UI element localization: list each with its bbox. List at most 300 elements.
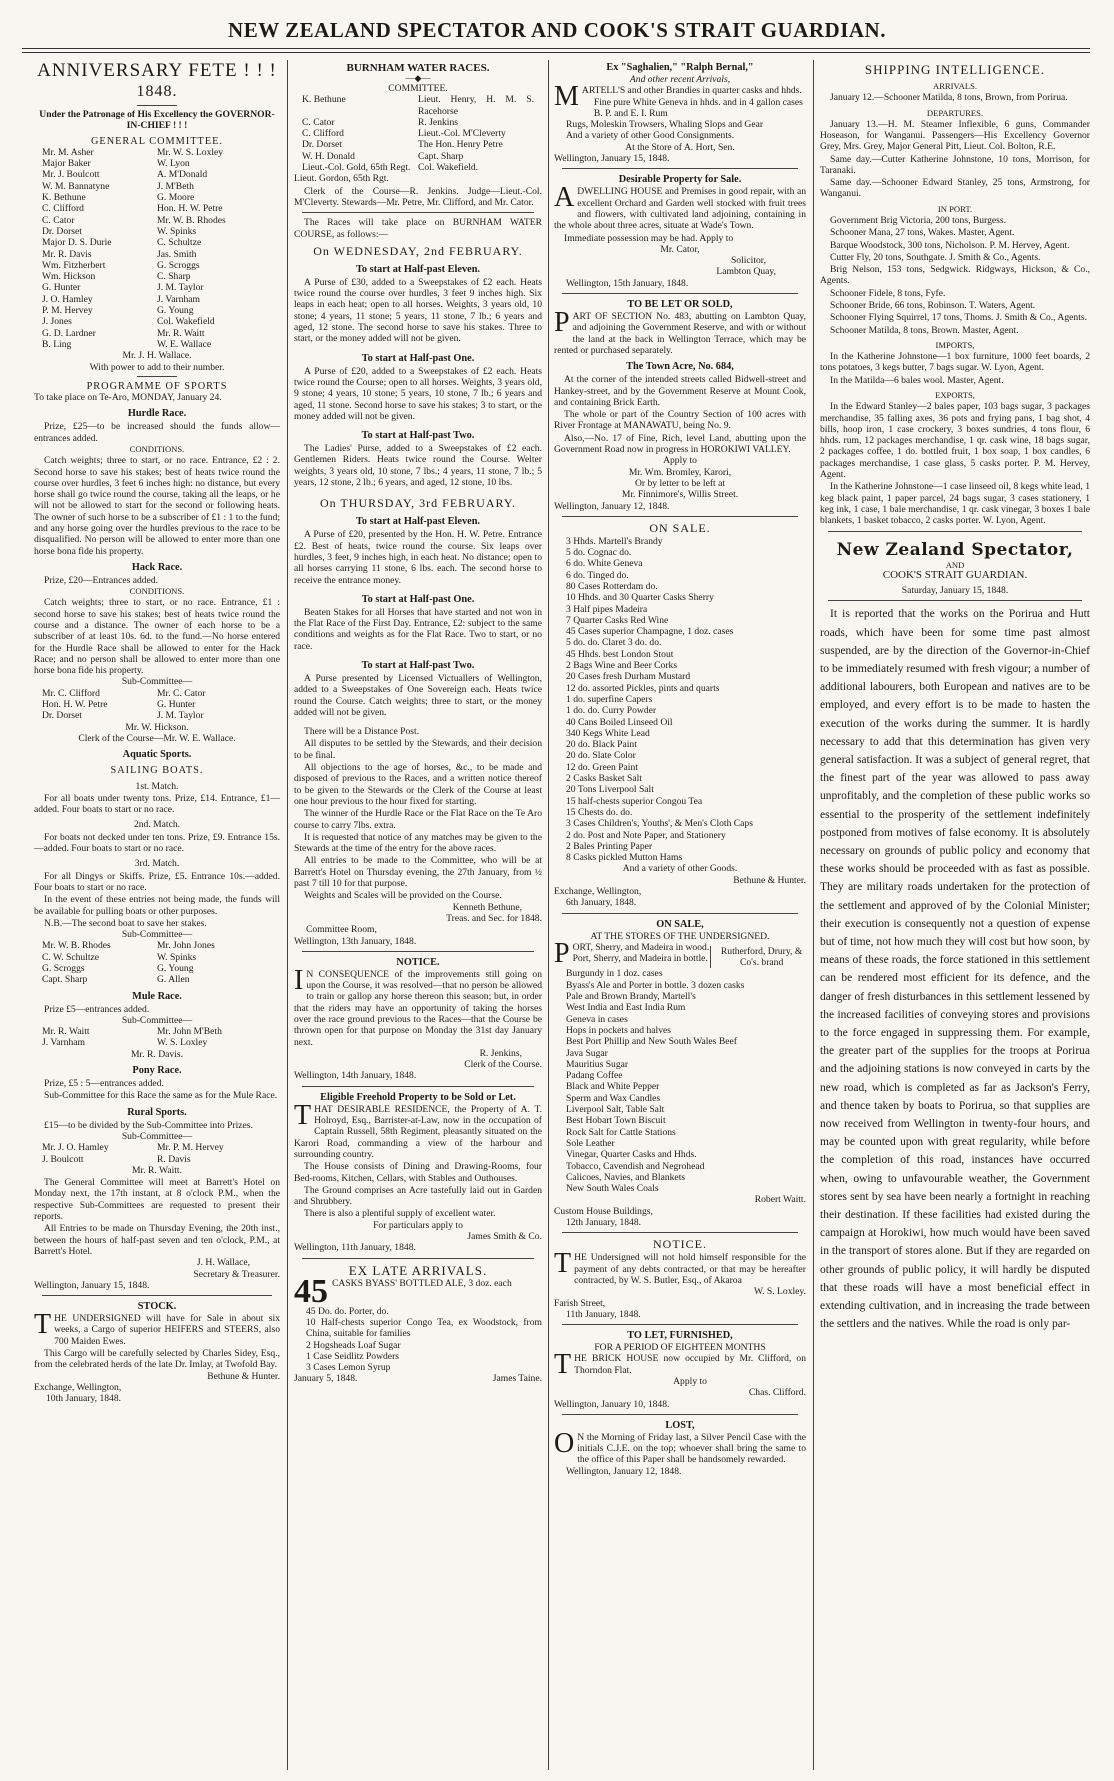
committee-heading: COMMITTEE. — [388, 83, 448, 94]
race-5-text: Beaten Stakes for all Horses that have started and not won in the Flat Race of the First Day. Entrance, £2: subject to the same conditions and weights as for the Flat Race. Two to start, or no race. — [294, 606, 542, 652]
notice-date: 11th January, 1848. — [566, 1308, 641, 1320]
match-3-nb: N.B.—The second boat to save her stakes. — [44, 917, 207, 929]
paper-subtitle: COOK'S STRAIT GUARDIAN. — [882, 568, 1028, 581]
sale-item: 12 do. Green Paint — [566, 761, 638, 773]
committee-row-name: G. Moore — [157, 192, 195, 204]
committee-row-name: W. Spinks — [157, 225, 197, 237]
committee-row — [34, 282, 280, 293]
martell-store: At the Store of A. Hort, Sen. — [625, 141, 735, 153]
furnished-subheading: FOR A PERIOD OF EIGHTEEN MONTHS — [594, 1342, 766, 1354]
committee-row-name: Lieut.-Col. M'Cleverty — [418, 128, 506, 140]
stores-item: Geneva in cases — [566, 1013, 628, 1025]
match-2-text: For boats not decked under ten tons. Prize, £9. Entrance 15s.—added. Four boats to start or no race. — [34, 831, 280, 855]
committee-row — [34, 316, 280, 327]
match-1-text: For all boats under twenty tons. Prize, £14. Entrance, £1—added. Four boats to start or no race. — [34, 792, 280, 816]
divider — [302, 212, 534, 213]
race-3-heading: To start at Half-past Two. — [361, 430, 475, 442]
freehold-signature: James Smith & Co. — [467, 1231, 542, 1243]
sale-item: 1 do. do. Curry Powder — [566, 705, 657, 717]
in-port-item: Government Brig Victoria, 200 tons, Burgess. — [830, 214, 1007, 226]
sub-committee-row — [34, 688, 280, 699]
rural-heading: Rural Sports. — [127, 1106, 187, 1118]
in-port-item: Cutter Fly, 20 tons, Southgate. J. Smith & Co., Agents. — [830, 251, 1041, 263]
committee-row-name: Mr. W. S. Loxley — [157, 146, 224, 158]
rural-sub-committee — [34, 1142, 280, 1165]
sale-item: 7 Quarter Casks Red Wine — [566, 614, 669, 626]
sale-list — [554, 536, 806, 864]
arrivals-text: January 12.—Schooner Matilda, 8 tons, Brown, from Porirua. — [830, 92, 1068, 104]
committee-row-name: Jas. Smith — [157, 248, 197, 260]
treasurer-name: Kenneth Bethune, — [452, 901, 522, 913]
clerk-of-course: Clerk of the Course—Mr. W. E. Wallace. — [78, 732, 236, 744]
committee-row — [294, 128, 542, 139]
rule-item: All disputes to be settled by the Stewards, and their decision to be final. — [294, 738, 542, 761]
ex-arrivals-list — [294, 1306, 542, 1374]
sub-committee-row — [34, 952, 280, 963]
race-2-text: A Purse of £20, added to a Sweepstakes of £2 each. Heats twice round the Course; open to all horses. Weights, 3 years old, 9 stone; 4 years, 10 stone; 5 years, 10 stone, 7 lb.; 6 years and aged, 11 stone. Second horse to save his stakes; 3 to start, or the money added will not be given. — [294, 365, 542, 422]
notice-place: Farish Street, — [554, 1297, 606, 1309]
committee-row — [34, 203, 280, 214]
martell-item: B. P. and E. I. Rum — [593, 107, 668, 119]
furnished-date: Wellington, January 10, 1848. — [554, 1398, 670, 1410]
sub-committee-row-name: Mr. W. B. Rhodes — [42, 940, 111, 952]
furnished-signature: Chas. Clifford. — [748, 1387, 806, 1399]
paper-date: Saturday, January 15, 1848. — [901, 585, 1009, 597]
divider — [562, 1324, 798, 1325]
sub-committee-row-name: Dr. Dorset — [42, 710, 82, 722]
committee-row-name: K. Bethune — [302, 94, 346, 106]
stores-item: Pale and Brown Brandy, Martell's — [566, 991, 696, 1003]
sale-item: 8 Casks pickled Mutton Hams — [566, 852, 683, 864]
match-1-heading: 1st. Match. — [135, 780, 179, 792]
committee-heading: GENERAL COMMITTEE. — [90, 135, 223, 147]
committee-row-name: Wm. Fitzherbert — [42, 259, 106, 271]
pony-heading: Pony Race. — [132, 1065, 182, 1077]
in-port-heading: IN PORT. — [937, 203, 973, 214]
sub-committee-row-name: W. Spinks — [157, 951, 197, 963]
sale-item: 3 Hhds. Martell's Brandy — [566, 535, 663, 547]
stores-item: Sole Leather — [566, 1137, 615, 1149]
stock-heading: STOCK. — [137, 1301, 177, 1313]
ex-date: January 5, 1848. — [294, 1373, 358, 1385]
furnished-text: THE BRICK HOUSE now occupied by Mr. Clifford, on Thorndon Flat. — [554, 1349, 806, 1381]
sub-committee-row-name: G. Hunter — [157, 699, 196, 711]
acre-heading: The Town Acre, No. 684, — [626, 361, 734, 373]
anniversary-title: ANNIVERSARY FETE ! ! ! — [37, 60, 277, 81]
divider — [42, 1295, 272, 1296]
stores-item: Sperm and Wax Candles — [566, 1092, 661, 1104]
committee-row-name: C. Cator — [42, 214, 75, 226]
committee-row-name: A. M'Donald — [157, 169, 208, 181]
freehold-text-2: The House consists of Dining and Drawing-Rooms, four Bed-rooms, Kitchen, Cellars, with Stables and Outhouses. — [294, 1161, 542, 1184]
desirable-signature-2: Solicitor, — [730, 255, 766, 267]
lost-text: ON the Morning of Friday last, a Silver Pencil Case with the initials C.J.E. on the top; whoever shall bring the same to the office of this Paper shall be handsomely rewarded. — [554, 1427, 806, 1466]
sub-committee-label: Sub-Committee— — [121, 929, 193, 941]
acre-signature-2: Or by letter to be left at — [634, 477, 726, 489]
sub-committee-row-name: Mr. P. M. Hervey — [157, 1142, 224, 1154]
hurdle-prize: Prize, £25—to be increased should the funds allow—entrances added. — [34, 421, 280, 444]
departures-heading: DEPARTURES. — [926, 107, 984, 118]
sale-date: 6th January, 1848. — [566, 897, 637, 909]
masthead-title: NEW ZEALAND SPECTATOR AND COOK'S STRAIT GUARDIAN. — [228, 18, 886, 42]
stock-date: 10th January, 1848. — [46, 1393, 122, 1405]
stores-subheading: AT THE STORES OF THE UNDERSIGNED. — [590, 930, 770, 942]
committee-row-name: C. Clifford — [302, 128, 344, 140]
ex-item: 1 Case Seidlitz Powders — [306, 1350, 399, 1362]
divider — [562, 516, 798, 517]
in-port-item: Schooner Fidele, 8 tons, Fyfe. — [830, 287, 946, 299]
committee-list — [34, 147, 280, 350]
sub-committee-row — [34, 1154, 280, 1165]
sub-committee-row-name: Capt. Sharp — [42, 974, 88, 986]
acre-text-3: Also,—No. 17 of Fine, Rich, level Land, abutting upon the Government Road now in progress in HOROKIWI VALLEY. — [554, 432, 806, 456]
divider — [137, 105, 177, 106]
secretary-date: Wellington, January 15, 1848. — [34, 1279, 150, 1291]
committee-row-name: Wm. Hickson — [42, 271, 96, 283]
divider — [828, 531, 1082, 532]
committee-row-name: Col. Wakefield — [157, 316, 215, 328]
stores-item: Byass's Ale and Porter in bottle. 3 dozen casks — [566, 979, 745, 991]
committee-row-name: Hon. H. W. Petre — [157, 203, 223, 215]
divider — [562, 1232, 798, 1233]
committee-row — [34, 147, 280, 158]
committee-row-name: J. O. Hamley — [42, 293, 93, 305]
ex-footer — [294, 1373, 542, 1384]
committee-row-name: Mr. R. Waitt — [157, 327, 205, 339]
sub-committee-row — [34, 1142, 280, 1153]
divider — [302, 951, 534, 952]
divider — [562, 168, 798, 169]
committee-row-name: C. Sharp — [157, 271, 191, 283]
shipping-title: SHIPPING INTELLIGENCE. — [864, 62, 1046, 77]
committee-row-name: C. Cator — [302, 116, 335, 128]
in-port-item: Barque Woodstock, 300 tons, Nicholson. P. M. Hervey, Agent. — [830, 239, 1070, 251]
ex-saghalien-subtitle: And other recent Arrivals, — [629, 74, 731, 85]
committee-row-name: The Hon. Henry Petre — [418, 139, 503, 151]
committee-row — [294, 94, 542, 117]
sub-committee-row-name: G. Allen — [157, 974, 190, 986]
committee-row-name: W. M. Bannatyne — [42, 180, 110, 192]
stores-item: Black and White Pepper — [566, 1081, 660, 1093]
sale-item: 20 do. Black Paint — [566, 739, 637, 751]
committee-row-name: Mr. M. Asher — [42, 146, 94, 158]
committee-row-name: W. Lyon — [157, 158, 190, 170]
committee-row — [34, 305, 280, 316]
notice-heading: NOTICE. — [396, 956, 440, 968]
committee-row-name: G. Scroggs — [157, 259, 200, 271]
furnished-apply: Apply to — [673, 1375, 707, 1387]
exports-list — [820, 401, 1090, 526]
sale-end: And a variety of other Goods. — [622, 863, 738, 875]
committee-row — [34, 328, 280, 339]
committee-row-name: C. Clifford — [42, 203, 84, 215]
martell-item: And a variety of other Good Consignments. — [566, 130, 735, 142]
hack-sub-committee — [34, 688, 280, 722]
export-item: In the Edward Stanley—2 bales paper, 103 bags sugar, 3 packages merchandise, 35 falling axes, 36 pots and frying pans, 1 bag shot, 4 bills, hoop iron, 1 case crockery, 3 boxes sundries, 4 tons flour, 6 hhds. rum, 12 packages merchandise, 1 qr. cask wine, 18 bags sugar, 2 packages coffee, 1 do. bottled fruit, 1 box soap, 1 box candles, 6 packages merchandise, 1 case glass, 5 casks porter. P. M. Hervey, Agent. — [820, 401, 1090, 481]
pony-sub: Sub-Committee for this Race the same as for the Mule Race. — [44, 1090, 278, 1102]
sale-item: 3 Half pipes Madeira — [566, 603, 648, 615]
committee-row-name: J. Jones — [42, 316, 72, 328]
committee-row — [34, 226, 280, 237]
committee-row-name: J. Varnham — [157, 293, 200, 305]
committee-row-name: J. M. Taylor — [157, 282, 204, 294]
stores-item: Rock Salt for Cattle Stations — [566, 1126, 676, 1138]
hurdle-heading: Hurdle Race. — [127, 408, 187, 420]
sub-committee-row-name: Mr. R. Waitt — [42, 1026, 90, 1038]
notice-signature: R. Jenkins, — [479, 1047, 522, 1059]
hack-text: Catch weights; three to start, or no race. Entrance, £1 : second horse to save his stakes; best of heats twice round the course and a distance. The owner of each horse to be a subscriber of at least 10s. 6d. to the fund.—No horse entered for the Hurdle Race shall be allowed to enter for the Hack Race; and no person shall be allowed to enter more than one horse bona fide his property. — [34, 597, 280, 677]
let-text: PART OF SECTION No. 483, abutting on Lambton Quay, and adjoining the Government Reserve, and with or without the land at the back in Wellington Terrace, which may be rented or purchased separately. — [554, 307, 806, 356]
ex-item: 45 Do. do. Porter, do. — [306, 1305, 389, 1317]
desirable-text-2: Immediate possession may be had. Apply to — [564, 232, 734, 244]
match-3-text: For all Dingys or Skiffs. Prize, £5. Entrance 10s.—added. Four boats to start or no race. — [34, 870, 280, 893]
race-4-text: A Purse of £20, presented by the Hon. H. W. Petre. Entrance £2. Best of heats, twice round the course. Six leaps over hurdles, 3 feet, 9 inches high, in each heat. No distance; open to all horses carrying 11 stone, 6 lbs. each. The second horse to receive the entrance money. — [294, 529, 542, 586]
in-port-item: Schooner Flying Squirrel, 17 tons, Thoms. J. Smith & Co., Agents. — [830, 312, 1088, 324]
sale-item: 20 do. Slate Color — [566, 750, 636, 762]
committee-row-name: J. M'Beth — [157, 180, 194, 192]
sale-item: 80 Cases Rotterdam do. — [566, 580, 658, 592]
column-4 — [820, 60, 1090, 1770]
rural-prize: £15—to be divided by the Sub-Committee into Prizes. — [44, 1119, 253, 1131]
conditions-heading: CONDITIONS. — [129, 586, 185, 597]
sale-item: 5 do. Cognac do. — [566, 547, 632, 559]
committee-row-name: Dr. Dorset — [302, 139, 342, 151]
race-2-heading: To start at Half-past One. — [361, 352, 475, 364]
conditions-heading: CONDITIONS. — [129, 444, 185, 455]
sub-committee-row — [34, 940, 280, 951]
mule-sub-last: Mr. R. Davis. — [131, 1048, 183, 1060]
committee-row-name: Lieut.-Col. Gold, 65th Regt. — [302, 162, 411, 174]
races-intro: The Races will take place on BURNHAM WATER COURSE, as follows:— — [294, 217, 542, 240]
stock-text-2: This Cargo will be carefully selected by Charles Sidey, Esq., from the celebrated herds of the late Dr. Imlay, at Twofold Bay. — [34, 1348, 280, 1371]
match-3-heading: 3rd. Match. — [134, 858, 180, 870]
stores-list — [554, 968, 806, 1194]
sale-item: 2 do. Post and Note Paper, and Stationery — [566, 829, 726, 841]
stores-item: Best Hobart Town Biscuit — [566, 1115, 666, 1127]
notice-signature: W. S. Loxley. — [753, 1286, 806, 1298]
sub-committee-row-name: G. Scroggs — [42, 963, 85, 974]
sub-committee-row-name: Mr. John Jones — [157, 940, 215, 952]
patronage: Under the Patronage of His Excellency the GOVERNOR-IN-CHIEF ! ! ! — [39, 109, 275, 132]
acre-signature-3: Mr. Finnimore's, Willis Street. — [621, 489, 739, 501]
ex-signature: James Taine. — [492, 1373, 542, 1385]
rule-item: Weights and Scales will be provided on the Course. — [304, 890, 502, 902]
pony-prize: Prize, £5 : 5—entrances added. — [44, 1078, 164, 1090]
column-divider — [548, 60, 549, 1770]
export-item: In the Katherine Johnstone—1 case linseed oil, 8 kegs white lead, 1 keg black paint, 1 paper parcel, 24 bags sugar, 3 cases stationery, 1 keg ink, 1 case, 1 bale merchandise, 1 qr. cask vinegar, 3 boxes 1 bale blankets, 1 basket tobacco, 2 casks porter. W. Lyon, Agent. — [820, 481, 1090, 527]
hack-sub-last: Mr. W. Hickson. — [125, 721, 189, 733]
acre-text: At the corner of the intended streets called Bidwell-street and Hankey-street, and by the Government Reserve at Mount Cook, and containing Brick Earth. — [554, 374, 806, 408]
exports-heading: EXPORTS, — [935, 390, 975, 401]
sub-committee-row-name: Hon. H. W. Petre — [42, 699, 108, 711]
race-1-text: A Purse of £30, added to a Sweepstakes of £2 each. Heats twice round the course over hurdles, 3 feet 9 inches high. Six leaps in each heat; open to all horses. Weights, 3 years old, 10 stone; 4 years, 11 stone; 5 years, 11 stone, 7 lb.; 6 years and aged, 12 stone. The second horse to save his stakes. Three to start, or the money added will not be given. — [294, 276, 542, 345]
sale-item: 2 Casks Basket Salt — [566, 773, 642, 785]
sale-item: 40 Cans Boiled Linseed Oil — [566, 716, 673, 728]
desirable-date: Wellington, 15th January, 1848. — [566, 277, 689, 289]
match-3-note: In the event of these entries not being made, the funds will be available for pulling boats or other purposes. — [34, 894, 280, 917]
divider — [562, 1414, 798, 1415]
committee-row — [294, 162, 542, 173]
committee-row-name: Mr. R. Davis — [42, 248, 92, 260]
programme-place: To take place on Te-Aro, MONDAY, January 24. — [34, 392, 222, 404]
stores-place: Custom House Buildings, — [554, 1205, 653, 1217]
ex-first-text: CASKS BYASS' BOTTLED ALE, 3 doz. each — [332, 1277, 512, 1289]
sale-item: 15 half-chests superior Congou Tea — [566, 795, 703, 807]
sub-committee-row — [34, 1026, 280, 1037]
ex-number: 45 — [294, 1272, 328, 1310]
committee-row — [34, 181, 280, 192]
in-port-item: Brig Nelson, 153 tons, Sedgwick. Ridgways, Hickson, & Co., Agents. — [820, 264, 1090, 287]
freehold-date: Wellington, 11th January, 1848. — [294, 1242, 416, 1254]
in-port-item: Schooner Bride, 66 tons, Robinson. T. Waters, Agent. — [830, 300, 1036, 312]
lost-date: Wellington, January 12, 1848. — [566, 1465, 682, 1477]
committee-row — [294, 139, 542, 150]
departures-list — [820, 119, 1090, 200]
committee-row-name: Mr. J. Boulcott — [42, 169, 100, 181]
committee-row-name: Col. Wakefield. — [418, 162, 479, 174]
stores-item: West India and East India Rum — [566, 1002, 686, 1014]
committee-row — [34, 249, 280, 260]
imports-heading: IMPORTS, — [935, 339, 975, 350]
let-heading: TO BE LET OR SOLD, — [627, 299, 733, 311]
column-divider — [813, 60, 814, 1770]
sub-committee-row-name: W. S. Loxley — [157, 1037, 208, 1049]
departure-item: Same day.—Schooner Edward Stanley, 25 tons, Armstrong, for Wanganui. — [820, 177, 1090, 200]
committee-row — [34, 192, 280, 203]
freehold-text-3: The Ground comprises an Acre tastefully laid out in Garden and Shrubbery. — [294, 1184, 542, 1208]
ex-item: 10 Half-chests superior Congo Tea, ex Woodstock, from China, suitable for families — [306, 1316, 542, 1340]
committee-row — [294, 117, 542, 128]
rural-text-2: All Entries to be made on Thursday Evening, the 20th inst., between the hours of half-past seven and ten o'clock, P.M., at Barrett's Hotel. — [34, 1223, 280, 1257]
committee-row-name: G. Young — [157, 305, 194, 317]
day-1-heading: On WEDNESDAY, 2nd FEBRUARY. — [313, 243, 523, 258]
committee-power: With power to add to their number. — [89, 361, 225, 373]
sale-signature: Bethune & Hunter. — [733, 874, 806, 886]
sub-committee-row-name: J. Varnham — [42, 1037, 85, 1049]
sale-item: 1 do. superfine Capers — [566, 693, 653, 705]
sub-committee-row-name: Mr. J. O. Hamley — [42, 1142, 109, 1154]
rule-item: All entries to be made to the Committee, who will be at Barrett's Hotel on Thursday evening, the 27th January, from ½ past 7 till 10 for that purpose. — [294, 855, 542, 890]
committee-row-name: W. E. Wallace — [157, 338, 212, 350]
departure-item: Same day.—Cutter Katherine Johnstone, 10 tons, Morrison, for Taranaki. — [820, 153, 1090, 176]
departure-item: January 13.—H. M. Steamer Inflexible, 6 guns, Commander Hoseason, for Wanganui. Passengers—His Excellency Governor Grey, Mrs. Grey, Major General Pitt, Lieut. Col. Bolton, R.E. — [820, 118, 1090, 153]
sale-place: Exchange, Wellington, — [554, 886, 642, 897]
burnham-title: BURNHAM WATER RACES. — [346, 62, 490, 74]
race-rules — [294, 726, 542, 901]
sub-committee-row — [34, 1037, 280, 1048]
sale-item: 20 Tons Liverpool Salt — [566, 784, 654, 796]
committee-row-name: Mr. W. B. Rhodes — [157, 214, 226, 226]
mule-sub-committee — [34, 1026, 280, 1049]
column-3 — [554, 60, 806, 1770]
committee-last: Mr. J. H. Wallace. — [122, 350, 192, 362]
column-1 — [34, 60, 280, 1770]
treasurer-title: Treas. and Sec. for 1848. — [446, 912, 542, 924]
sub-committee-row-name: G. Young — [157, 963, 194, 974]
secretary-name: J. H. Wallace, — [196, 1257, 250, 1269]
race-4-heading: To start at Half-past Eleven. — [355, 516, 481, 528]
stores-item: Hops in pockets and halves — [566, 1024, 671, 1036]
race-6-text: A Purse presented by Licensed Victuallers of Wellington, added to a Sweepstakes of One Sovereign each. Heats twice round the Course. Catch weights; three to start, or the money added will not be given. — [294, 672, 542, 718]
sub-committee-row — [34, 963, 280, 974]
committee-members — [294, 94, 542, 173]
freehold-text: THAT DESIRABLE RESIDENCE, the Property of A. T. Holroyd, Esq., Barrister-at-Law, now in the occupation of Captain Russell, 58th Regiment, pleasantly situated on the Karori Road, commanding a view of the harbour and surrounding country. — [294, 1099, 542, 1160]
acre-text-2: The whole or part of the Country Section of 100 acres with River Frontage at MANAWATU, being No. 9. — [554, 409, 806, 432]
masthead-rule — [22, 48, 1090, 49]
race-3-text: The Ladies' Purse, added to a Sweepstakes of £2 each. Gentlemen Riders. Heats twice round the Course. Welter weights, 3 years old, 10 stone, 7 lbs.; 4 years, 11 stone, 7 lb.; 5 years, 12 stone, 2 lb.; 6 years, and aged, 12 stone, 10 lbs. — [294, 443, 542, 489]
sale-heading: ON SALE. — [649, 520, 711, 535]
committee-room: Committee Room, — [306, 924, 377, 936]
stores-heading: ON SALE, — [656, 918, 704, 930]
sale-item: 20 Cases fresh Durham Mustard — [566, 671, 691, 683]
sub-committee-row-name: Mr. C. Cator — [157, 687, 206, 699]
committee-row-name: Lieut. Henry, H. M. S. Racehorse — [418, 94, 534, 117]
committee-row-name: C. Schultze — [157, 237, 202, 249]
stores-item: Burgundy in 1 doz. cases — [566, 968, 663, 980]
column-2 — [294, 60, 542, 1770]
mule-prize: Prize £5—entrances added. — [44, 1003, 150, 1015]
race-1-heading: To start at Half-past Eleven. — [355, 263, 481, 275]
stores-item: Calicoes, Navies, and Blankets — [566, 1171, 686, 1183]
race-6-heading: To start at Half-past Two. — [361, 659, 475, 671]
sailing-heading: SAILING BOATS. — [110, 765, 204, 777]
stock-signature: Bethune & Hunter. — [207, 1370, 280, 1382]
sale-item: 15 Chests do. do. — [566, 806, 633, 818]
committee-row — [34, 271, 280, 282]
in-port-item: Schooner Mana, 27 tons, Wakes. Master, Agent. — [830, 227, 1015, 239]
committee-row — [34, 339, 280, 350]
divider — [562, 913, 798, 914]
rule-item: All objections to the age of horses, &c., to be made and disposed of previous to the Races, and a written notice thereof to be given to the Stewards or the Clerk of the Course at least one hour previous to the hour fixed for starting. — [294, 762, 542, 807]
rural-text: The General Committee will meet at Barrett's Hotel on Monday next, the 17th instant, at 8 o'clock P.M., when the respective Sub-Committees are requested to present their reports. — [34, 1177, 280, 1223]
treasurer-date: Wellington, 13th January, 1848. — [294, 935, 417, 947]
stores-item: New South Wales Coals — [566, 1183, 659, 1195]
desirable-text: ADWELLING HOUSE and Premises in good repair, with an excellent Orchard and Garden well stocked with fruit trees and flowers, with cultivated land adjoining, containing in the whole about three acres, situate at Wade's Town. — [554, 182, 806, 232]
committee-last: Lieut. Gordon, 65th Rgt. — [294, 173, 389, 185]
committee-row — [34, 260, 280, 271]
stores-item: Mauritius Sugar — [566, 1058, 629, 1070]
stores-item: Best Port Phillip and New South Wales Beef — [566, 1036, 737, 1048]
notice-date: Wellington, 14th January, 1848. — [294, 1070, 417, 1082]
divider — [302, 1086, 534, 1087]
committee-row-name: R. Jenkins — [418, 116, 458, 128]
stores-port-2: Port, Sherry, and Madeira in bottle. — [572, 953, 708, 965]
in-port-item: Schooner Matilda, 8 tons, Brown. Master, Agent. — [830, 324, 1019, 336]
rural-sub-last: Mr. R. Waitt. — [132, 1164, 182, 1176]
freehold-heading: Eligible Freehold Property to be Sold or Let. — [320, 1091, 516, 1103]
committee-row-name: K. Bethune — [42, 192, 86, 204]
furnished-heading: TO LET, FURNISHED, — [627, 1330, 733, 1342]
divider — [137, 376, 177, 377]
sub-committee-row — [34, 710, 280, 721]
sub-committee-row-name: Mr. John M'Beth — [157, 1026, 222, 1038]
committee-row — [34, 237, 280, 248]
sale-item: 12 do. assorted Pickles, pints and quarts — [566, 682, 720, 694]
masthead-rule-2 — [22, 52, 1090, 53]
stores-item: Tobacco, Cavendish and Negrohead — [566, 1160, 705, 1172]
secretary-title: Secretary & Treasurer. — [193, 1268, 280, 1280]
martell-text: MARTELL'S and other Brandies in quarter casks and hhds. — [554, 81, 802, 113]
sub-committee-label: Sub-Committee— — [121, 676, 193, 688]
stock-text: THE UNDERSIGNED will have for Sale in about six weeks, a Cargo of superior HEIFERS and STEERS, also 700 Maiden Ewes. — [34, 1309, 280, 1347]
sale-item: 6 do. Tinged do. — [566, 569, 629, 581]
ex-saghalien-heading: Ex "Saghalien," "Ralph Bernal," — [606, 62, 754, 73]
import-item: In the Matilda—6 bales wool. Master, Agent. — [830, 374, 1004, 386]
match-2-heading: 2nd. Match. — [133, 819, 181, 831]
day-2-heading: On THURSDAY, 3rd FEBRUARY. — [320, 496, 516, 511]
stores-date: 12th January, 1848. — [566, 1217, 642, 1229]
sale-item: 5 do. do. Claret 3 do. do. — [566, 637, 662, 649]
